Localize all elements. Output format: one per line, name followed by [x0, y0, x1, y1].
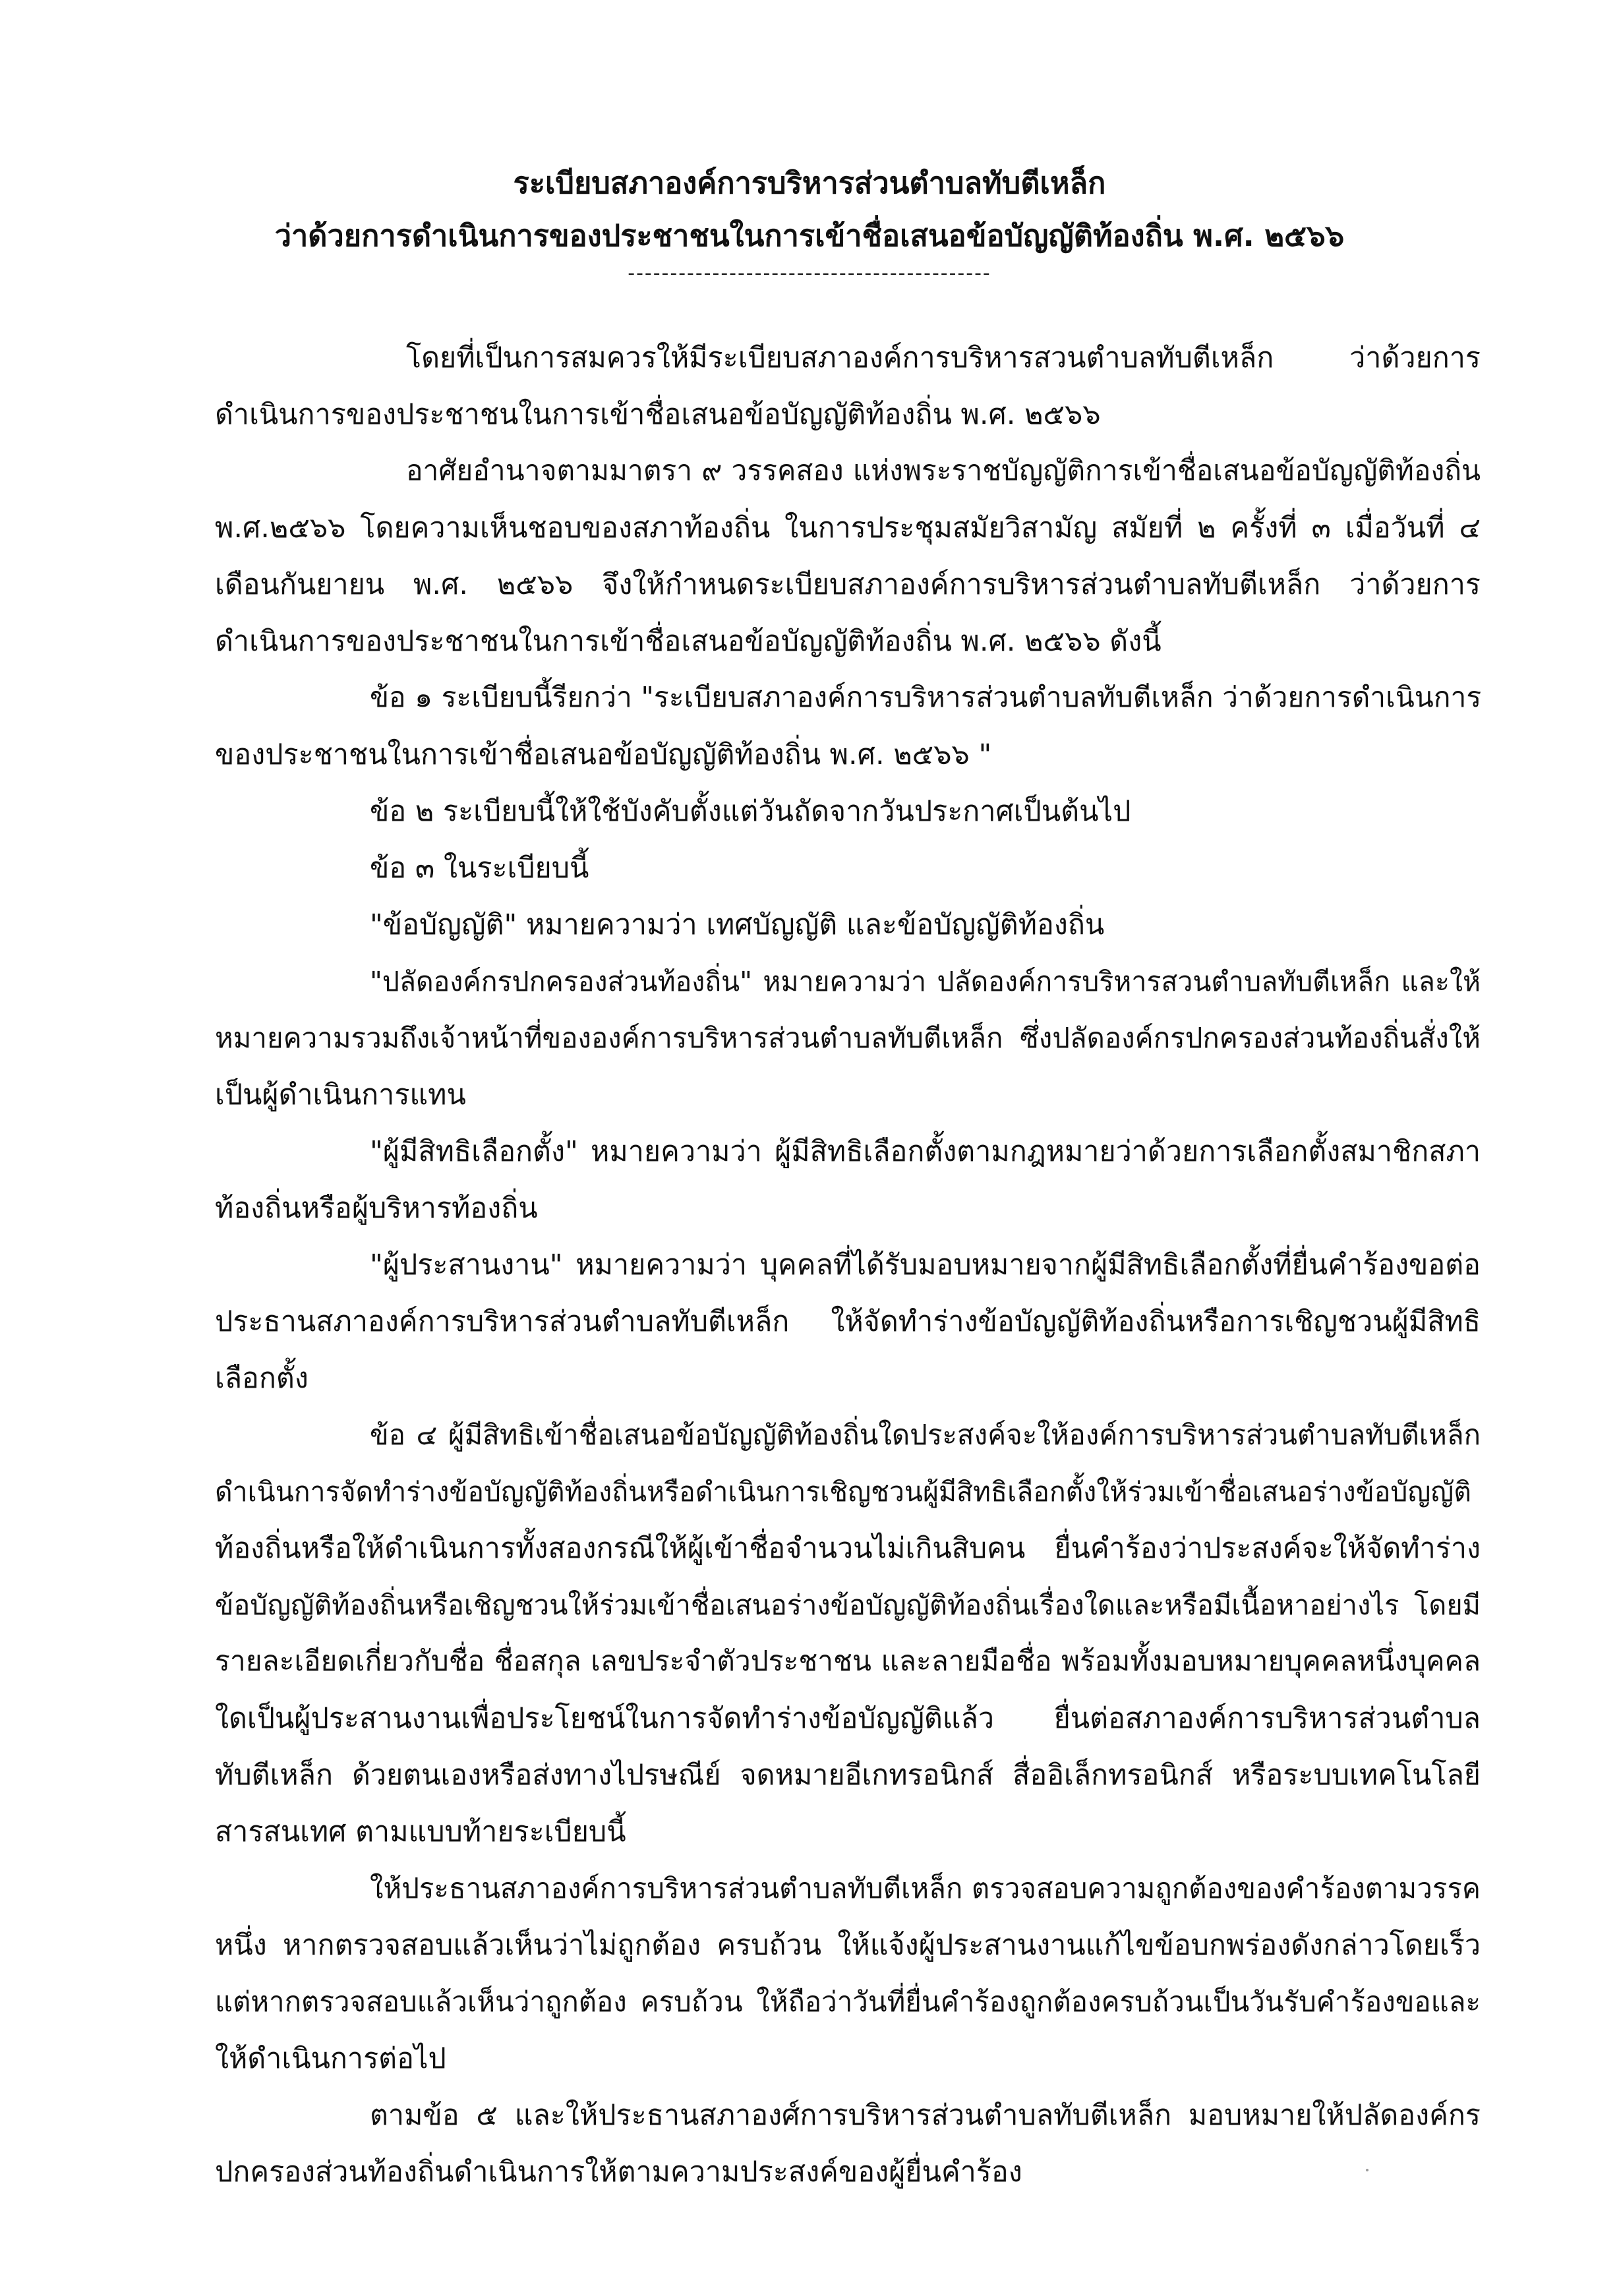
preamble-line: ดำเนินการของประชาชนในการเข้าชื่อเสนอข้อบัญญัติท้องถิ่น พ.ศ. ๒๕๖๖ [215, 398, 1101, 431]
clause-1-line: ของประชาชนในการเข้าชื่อเสนอข้อบัญญัติท้องถิ่น พ.ศ. ๒๕๖๖ " [215, 738, 992, 771]
clause-4-line: ท้องถิ่นหรือให้ดำเนินการทั้งสองกรณีให้ผู้เข้าชื่อจำนวนไม่เกินสิบคน ยื่นคำร้องว่าประสงค์จะให้จัดทำร่าง [215, 1532, 1481, 1565]
review-line: หนึ่ง หากตรวจสอบแล้วเห็นว่าไม่ถูกต้อง ครบถ้วน ให้แจ้งผู้ประสานงานแก้ไขข้อบกพร่องดังกล่าวโดยเร็ว [215, 1929, 1481, 1962]
assignment-line: ปกครองส่วนท้องถิ่นดำเนินการให้ตามความประสงค์ของผู้ยื่นคำร้อง [215, 2156, 1022, 2189]
assignment-line: ตามข้อ ๕ และให้ประธานสภาองศ์การบริหารส่วนตำบลทับตีเหล็ก มอบหมายให้ปลัดองค์กร [370, 2099, 1481, 2132]
clause-4-line: ทับตีเหล็ก ด้วยตนเองหรือส่งทางไปรษณีย์ จดหมายอีเกทรอนิกส์ สื่ออิเล็กทรอนิกส์ หรือระบบเทคโนโลยี [215, 1759, 1481, 1792]
definition-line: ท้องถิ่นหรือผู้บริหารท้องถิ่น [215, 1192, 538, 1225]
review-line: ให้ประธานสภาองค์การบริหารส่วนตำบลทับตีเหล็ก ตรวจสอบความถูกต้องของคำร้องตามวรรค [370, 1872, 1481, 1904]
document-header [198, 157, 1421, 283]
definition-line: หมายความรวมถึงเจ้าหน้าที่ขององค์การบริหารส่วนตำบลทับตีเหล็ก ซึ่งปลัดองค์กรปกครองส่วนท้องถิ่นสั่งให้ [215, 1022, 1481, 1054]
clause-4-line: ใดเป็นผู้ประสานงานเพื่อประโยชน์ในการจัดทำร่างข้อบัญญัติแล้ว ยื่นต่อสภาองค์การบริหารส่วนตำบล [215, 1702, 1481, 1735]
authority-line: อาศัยอำนาจตามมาตรา ๙ วรรคสอง แห่งพระราชบัญญัติการเข้าชื่อเสนอข้อบัญญัติท้องถิ่น [406, 455, 1481, 487]
document-body [215, 330, 1481, 2200]
clause-4-line: ดำเนินการจัดทำร่างข้อบัญญัติท้องถิ่นหรือดำเนินการเชิญชวนผู้มีสิทธิเลือกตั้งให้ร่วมเข้าชื่อเสนอร่างข้อบัญญัติ [215, 1476, 1471, 1508]
definition-line: "ข้อบัญญัติ" หมายความว่า เทศบัญญัติ และข้อบัญญัติท้องถิ่น [370, 908, 1105, 941]
clause-4-line: ข้อบัญญัติท้องถิ่นหรือเชิญชวนให้ร่วมเข้าชื่อเสนอร่างข้อบัญญัติท้องถิ่นเรื่องใดและหรือมีเนื้อหาอย่างไร โดยมี [215, 1589, 1481, 1621]
document-title-line-2: ว่าด้วยการดำเนินการของประชาชนในการเข้าชื่อเสนอข้อบัญญัติท้องถิ่น พ.ศ. ๒๕๖๖ [274, 218, 1345, 253]
preamble-line: โดยที่เป็นการสมควรให้มีระเบียบสภาองค์การบริหารสวนตำบลทับตีเหล็ก ว่าด้วยการ [406, 341, 1481, 374]
definition-line: เลือกตั้ง [215, 1362, 309, 1395]
clause-4-line: รายละเอียดเกี่ยวกับชื่อ ชื่อสกุล เลขประจำตัวประชาชน และลายมือชื่อ พร้อมทั้งมอบหมายบุคคลหนึ่งบุคคล [215, 1645, 1481, 1678]
clause-4-line: ข้อ ๔ ผู้มีสิทธิเข้าชื่อเสนอข้อบัญญัติท้องถิ่นใดประสงค์จะให้องค์การบริหารส่วนตำบลทับตีเหล็ก [370, 1419, 1481, 1451]
definition-line: "ผู้ประสานงาน" หมายความว่า บุคคลที่ได้รับมอบหมายจากผู้มีสิทธิเลือกตั้งที่ยื่นคำร้องขอต่อ [370, 1249, 1481, 1281]
definition-line: "ปลัดองค์กรปกครองส่วนท้องถิ่น" หมายความว่า ปลัดองค์การบริหารสวนตำบลทับตีเหล็ก และให้ [370, 966, 1481, 997]
authority-line: เดือนกันยายน พ.ศ. ๒๕๖๖ จึงให้กำหนดระเบียบสภาองค์การบริหารส่วนตำบลทับตีเหล็ก ว่าด้วยการ [215, 568, 1481, 601]
authority-line: พ.ศ.๒๕๖๖ โดยความเห็นชอบของสภาท้องถิ่น ในการประชุมสมัยวิสามัญ สมัยที่ ๒ ครั้งที่ ๓ เมื่อวันที่ ๔ [215, 512, 1481, 545]
clause-1-line: ข้อ ๑ ระเบียบนี้รียกว่า "ระเบียบสภาองค์การบริหารส่วนตำบลทับตีเหล็ก ว่าด้วยการดำเนินการ [370, 682, 1482, 714]
definition-line: "ผู้มีสิทธิเลือกตั้ง" หมายความว่า ผู้มีสิทธิเลือกตั้งตามกฎหมายว่าด้วยการเลือกตั้งสมาชิกสภา [370, 1135, 1481, 1168]
review-line: ให้ดำเนินการต่อไป [215, 2042, 446, 2075]
definition-line: เป็นผู้ดำเนินการแทน [215, 1078, 466, 1111]
authority-line: ดำเนินการของประชาชนในการเข้าชื่อเสนอข้อบัญญัติท้องถิ่น พ.ศ. ๒๕๖๖ ดังนี้ [215, 625, 1162, 658]
title-separator: ------------------------------------------- [628, 262, 991, 285]
review-line: แต่หากตรวจสอบแล้วเห็นว่าถูกต้อง ครบถ้วน ให้ถือว่าวันที่ยื่นคำร้องถูกต้องครบถ้วนเป็นวันรับคำร้องขอและ [215, 1986, 1481, 2018]
definition-line: ประธานสภาองค์การบริหารส่วนตำบลทับตีเหล็ก ให้จัดทำร่างข้อบัญญัติท้องถิ่นหรือการเชิญชวนผู้มีสิทธิ [215, 1305, 1481, 1338]
clause-2-line: ข้อ ๒ ระเบียบนี้ให้ใช้บังคับตั้งแต่วันถัดจากวันประกาศเป็นต้นไป [370, 795, 1131, 828]
clause-4-line: สารสนเทศ ตามแบบท้ายระเบียบนี้ [215, 1815, 626, 1848]
document-title-line-1: ระเบียบสภาองค์การบริหารส่วนตำบลทับตีเหล็ก [513, 165, 1106, 200]
scan-speck [1366, 2169, 1369, 2171]
clause-3-line: ข้อ ๓ ในระเบียบนี้ [370, 852, 589, 885]
